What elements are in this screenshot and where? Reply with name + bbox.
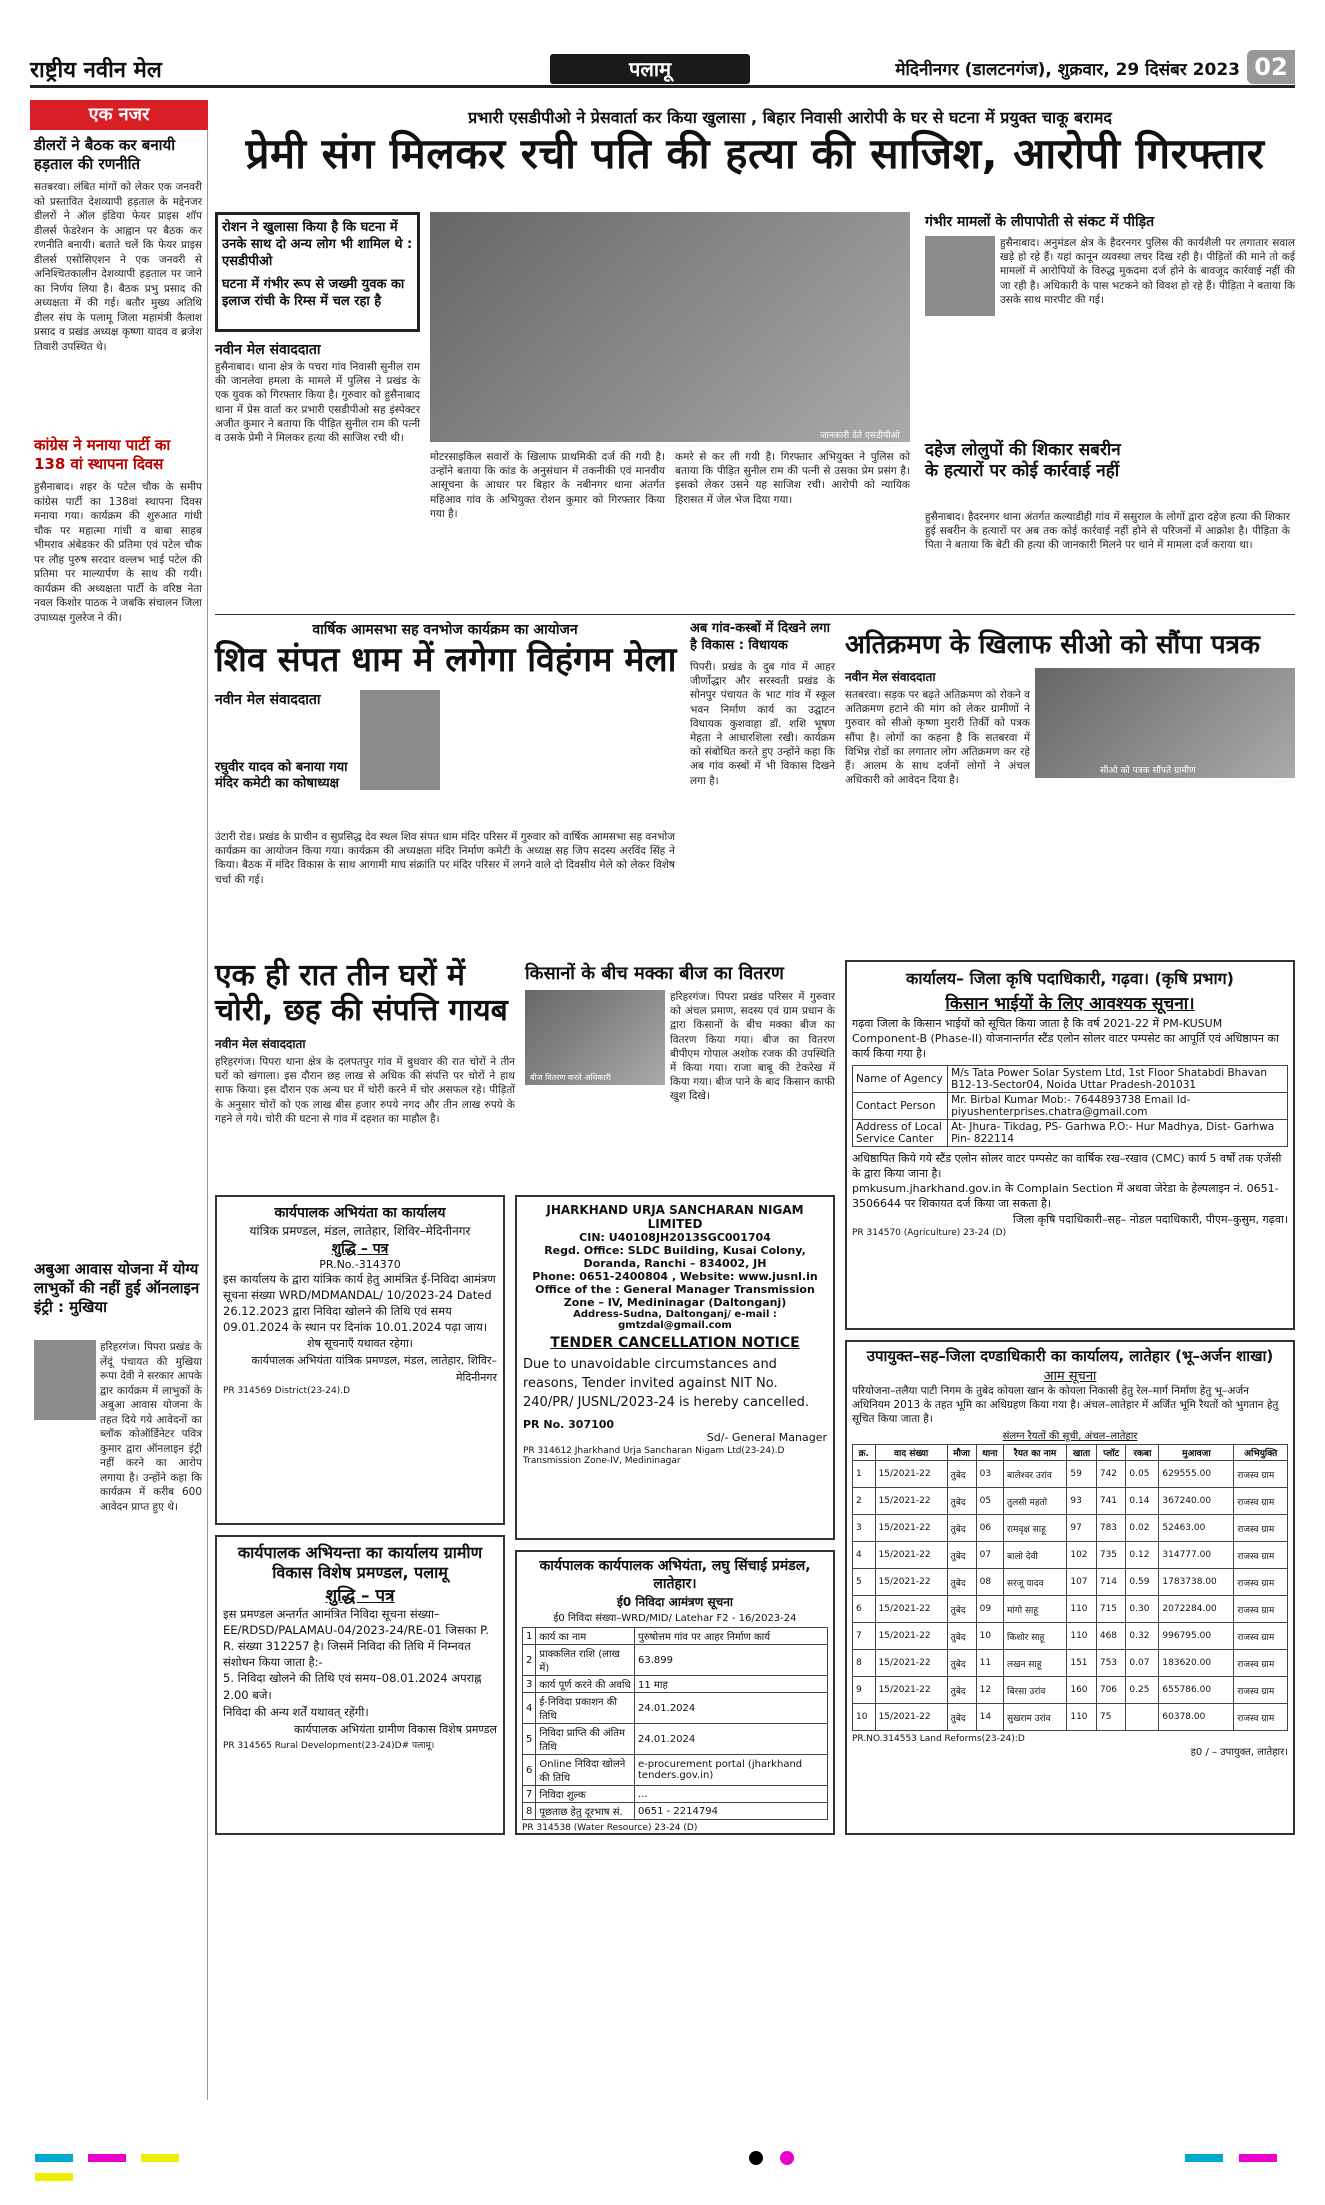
table-cell: 0.14: [1126, 1488, 1159, 1515]
table-cell: ई-निविदा प्रकाशन की तिथि: [536, 1693, 635, 1724]
table-cell: राजस्व ग्राम: [1234, 1569, 1288, 1596]
print-color-bar: [30, 2150, 1295, 2164]
table-cell: 15/2021-22: [875, 1677, 947, 1704]
agri-footer: PR 314570 (Agriculture) 23-24 (D): [852, 1228, 1007, 1238]
table-cell: 08: [976, 1569, 1003, 1596]
table-cell: राजस्व ग्राम: [1234, 1650, 1288, 1677]
table-cell: तुबेद: [947, 1623, 976, 1650]
table-cell: 03: [976, 1461, 1003, 1488]
table-cell: 102: [1067, 1542, 1097, 1569]
exec1-title: कार्यपालक अभियंता का कार्यालय: [274, 1205, 446, 1221]
table-header: अभियुक्ति: [1234, 1445, 1288, 1461]
table-cell: 715: [1096, 1596, 1126, 1623]
lead-highlight-1: रोशन ने खुलासा किया है कि घटना में उनके साथ दो अन्य लोग भी शामिल थे : एसडीपीओ: [222, 220, 413, 269]
exec1-rest: शेष सूचनाएँ यथावत रहेगा।: [307, 1337, 413, 1350]
table-cell: तुबेद: [947, 1596, 976, 1623]
maize-body: हरिहरगंज। पिपरा प्रखंड परिसर में गुरुवार को अंचल प्रमाण, सदस्य एवं ग्राम प्रधान के द्वारा किसानों के बीच मक्का बीज का वितरण किया गया। बीज का वितरण बीपीएम गोपाल अशोक रजक की उपस्थिति में किया गया। राजा बाबू की टेकरेख में किया गया। बीज पाने के बाद किसान काफी खुश दिखे।: [670, 991, 835, 1103]
table-cell: 7: [523, 1786, 536, 1803]
agri-contact-label: Contact Person: [853, 1093, 948, 1120]
table-cell: राजस्व ग्राम: [1234, 1515, 1288, 1542]
lead-highlight-box: [215, 212, 420, 332]
table-row: [853, 1542, 1288, 1569]
table-header: प्लॉट: [1096, 1445, 1126, 1461]
lead-kicker: प्रभारी एसडीपीओ ने प्रेसवार्ता कर किया खुलासा , बिहार निवासी आरोपी के घर से घटना में प्रयुक्त चाकू बरामद: [468, 108, 1112, 127]
ek-nazar-label: एक नजर: [30, 100, 208, 130]
table-row: [523, 1628, 828, 1645]
table-cell: 0651 - 2214794: [635, 1803, 828, 1820]
table-row: [523, 1724, 828, 1755]
exec1-footer: PR 314569 District(23-24).D: [223, 1386, 351, 1396]
table-cell: 714: [1096, 1569, 1126, 1596]
table-cell: तुबेद: [947, 1704, 976, 1731]
table-cell: कार्य का नाम: [536, 1628, 635, 1645]
theft-body: हरिहरगंज। पिपरा थाना क्षेत्र के दलपतपुर गांव में बुधवार की रात चोरों ने तीन घरों को खंगाला। इस दौरान छह लाख से अधिक की संपत्ति पर चोरों ने हाथ साफ किया। इस दौरान एक अन्य घर में चोरी करने में चोर असफल रहे। पीड़ितों के अनुसार चोरों को एक लाख बीस हजार रुपये नगद और तीन लाख रुपये के गहने ले गये। चोरी की घटना से गांव में दहशत का माहौल है।: [215, 1056, 515, 1125]
table-cell: 09: [976, 1596, 1003, 1623]
table-cell: 3: [853, 1515, 876, 1542]
table-cell: 5: [853, 1569, 876, 1596]
table-cell: 60378.00: [1159, 1704, 1234, 1731]
jusnl-notice-head: TENDER CANCELLATION NOTICE: [550, 1335, 800, 1351]
mukhiya-photo: [34, 1340, 96, 1420]
left-story-3-body: हरिहरगंज। पिपरा प्रखंड के लेंदूं पंचायत की मुखिया रूपा देवी ने सरकार आपके द्वार कार्यक्रम में लाभुकों के अबुआ आवास योजना के तहत दिये गये आवेदनों का ब्लॉक कोऑर्डिनेटर पवित्र कुमार द्वारा ऑनलाइन इंट्री नहीं करने का आरोप लगाया है। उन्होंने कहा कि कार्यक्रम में करीब 600 आवेदन प्राप्त हुए थे।: [100, 1341, 202, 1513]
table-cell: तुबेद: [947, 1569, 976, 1596]
shiv-kicker: वार्षिक आमसभा सह वनभोज कार्यक्रम का आयोजन: [312, 622, 578, 638]
table-cell: 2: [853, 1488, 876, 1515]
table-cell: 0.02: [1126, 1515, 1159, 1542]
table-cell: 735: [1096, 1542, 1126, 1569]
encroach-photo-caption: सीओ को पत्रक सौंपते ग्रामीण: [1100, 766, 1196, 776]
agri-address-label: Address of Local Service Canter: [853, 1120, 948, 1147]
table-cell: 655786.00: [1159, 1677, 1234, 1704]
jusnl-title: JHARKHAND URJA SANCHARAN NIGAM LIMITED: [546, 1203, 804, 1231]
table-cell: 183620.00: [1159, 1650, 1234, 1677]
left-story-1-headline: डीलरों ने बैठक कर बनायी हड़ताल की रणनीति: [34, 136, 176, 173]
table-cell: राजस्व ग्राम: [1234, 1488, 1288, 1515]
dc-table: [852, 1444, 1288, 1731]
page-number: 02: [1247, 50, 1295, 84]
table-row: [853, 1569, 1288, 1596]
table-cell: 0.25: [1126, 1677, 1159, 1704]
dc-table-title: संलग्न रैयतों की सूची, अंचल–लातेहार: [1002, 1431, 1138, 1442]
lead-photo: [430, 212, 910, 442]
lead-body-2: मोटरसाइकिल सवारों के खिलाफ प्राथमिकी दर्ज की गयी है। उन्होंने बताया कि कांड के अनुसंधान में तकनीकी एवं मानवीय आसूचना के आधार पर बिहार के नबीनगर थाना अंतर्गत महिआव गांव के अभियुक्त रोशन कुमार को गिरफ्तार किया गया है।: [430, 451, 665, 520]
table-cell: 2072284.00: [1159, 1596, 1234, 1623]
table-cell: 10: [853, 1704, 876, 1731]
table-cell: 742: [1096, 1461, 1126, 1488]
table-cell: किशोर साहू: [1003, 1623, 1066, 1650]
jusnl-footer: PR 314612 Jharkhand Urja Sancharan Nigam Ltd(23-24).D Transmission Zone-IV, Medininagar: [523, 1446, 785, 1466]
masthead: [30, 50, 1295, 88]
table-cell: 52463.00: [1159, 1515, 1234, 1542]
table-cell: 0.30: [1126, 1596, 1159, 1623]
table-cell: [1126, 1704, 1159, 1731]
lead-body-3: कमरे से कर ली गयी है। गिरफ्तार अभियुक्त ने पुलिस को बताया कि पीड़ित सुनील राम की पत्नी से उसका प्रेम प्रसंग है। इसको लेकर उसने यह साजिश रची। आरोपी को न्यायिक हिरासत में जेल भेज दिया गया।: [675, 451, 910, 506]
table-header: थाना: [976, 1445, 1003, 1461]
table-cell: 15/2021-22: [875, 1623, 947, 1650]
table-cell: 4: [523, 1693, 536, 1724]
table-cell: 05: [976, 1488, 1003, 1515]
table-cell: 1: [523, 1628, 536, 1645]
table-header: रैयत का नाम: [1003, 1445, 1066, 1461]
table-cell: राजस्व ग्राम: [1234, 1542, 1288, 1569]
agri-sign: जिला कृषि पदाधिकारी–सह– नोडल पदाधिकारी, पीएम–कुसुम, गढ़वा।: [1012, 1213, 1288, 1226]
divider-1: [215, 614, 1295, 615]
table-cell: 8: [523, 1803, 536, 1820]
table-row: [853, 1596, 1288, 1623]
table-cell: 15/2021-22: [875, 1542, 947, 1569]
table-row: [853, 1677, 1288, 1704]
table-cell: 24.01.2024: [635, 1693, 828, 1724]
table-cell: 110: [1067, 1596, 1097, 1623]
agri-address: At- Jhura- Tikdag, PS- Garhwa P.O:- Hur Madhya, Dist- Garhwa Pin- 822114: [948, 1120, 1288, 1147]
table-cell: तुबेद: [947, 1488, 976, 1515]
table-cell: 6: [853, 1596, 876, 1623]
table-cell: 63.899: [635, 1645, 828, 1676]
minor-title: कार्यपालक कार्यपालक अभियंता, लघु सिंचाई प्रमंडल, लातेहार।: [539, 1558, 811, 1592]
table-row: [523, 1786, 828, 1803]
table-cell: 160: [1067, 1677, 1097, 1704]
table-row: [523, 1803, 828, 1820]
table-cell: तुलसी महतो: [1003, 1488, 1066, 1515]
rural-notice: [215, 1535, 505, 1835]
left-story-1-body: सतबरवा। लंबित मांगों को लेकर एक जनवरी को प्रस्तावित देशव्यापी हड़ताल के मद्देनजर डीलरों ने ऑल इंडिया फेयर प्राइस शॉप डीलर्स फेडरेशन के आह्वान पर बैठक कर रणनीति बनायी। बताते चलें कि फेयर प्राइस डीलर्स एसोसिएशन ने एक जनवरी से अनिश्चितकालीन देशव्यापी हड़ताल पर जाने का निर्णय लिया है। बैठक प्रभु प्रसाद की अध्यक्षता में की गई। बतौर मुख्य अतिथि डीलर संघ के पलामू जिला महामंत्री कैलाश प्रसाद व प्रखंड अध्यक्ष कृष्णा यादव व ब्रजेश तिवारी उपस्थित थे।: [34, 181, 202, 353]
table-cell: 11 माह: [635, 1676, 828, 1693]
table-cell: 367240.00: [1159, 1488, 1234, 1515]
rural-label: शुद्धि – पत्र: [325, 1586, 395, 1606]
encroach-photo: [1035, 668, 1295, 778]
jusnl-office: Regd. Office: SLDC Building, Kusai Colony, Doranda, Ranchi – 834002, JH: [544, 1244, 806, 1270]
shiv-body: उंटारी रोड। प्रखंड के प्राचीन व सुप्रसिद्ध देव स्थल शिव संपत धाम मंदिर परिसर में गुरुवार को वार्षिक आमसभा सह वनभोज कार्यक्रम का आयोजन किया गया। कार्यक्रम की अध्यक्षता मंदिर निर्माण कमेटी के अध्यक्ष सह जिप सदस्य अरविंद सिंह ने किया। बैठक में मंदिर विकास के साथ आगामी माघ संक्रांति पर मंदिर परिसर में लगने वाले दो दिवसीय मेले को लेकर विशेष चर्चा की गई।: [215, 831, 675, 886]
table-cell: 15/2021-22: [875, 1569, 947, 1596]
table-cell: 0.05: [1126, 1461, 1159, 1488]
minor-footer: PR 314538 (Water Resource) 23-24 (D): [522, 1823, 698, 1833]
table-cell: बालो देवी: [1003, 1542, 1066, 1569]
table-cell: 0.07: [1126, 1650, 1159, 1677]
table-header: मौजा: [947, 1445, 976, 1461]
table-cell: निविदा शुल्क: [536, 1786, 635, 1803]
jusnl-prno: PR No. 307100: [523, 1418, 615, 1431]
table-cell: राजस्व ग्राम: [1234, 1623, 1288, 1650]
side-photo: [925, 236, 995, 316]
table-cell: पुरुषोत्तम गांव पर आहर निर्माण कार्य: [635, 1628, 828, 1645]
side-sub-headline: दहेज लोलुपों की शिकार सबरीन के हत्यारों पर कोई कार्रवाई नहीं: [925, 440, 1121, 481]
table-cell: 753: [1096, 1650, 1126, 1677]
agri-portal: pmkusum.jharkhand.gov.in के Complain Section में अथवा जेरेडा के हेल्पलाइन नं. 0651-3506644 पर शिकायत दर्ज किया जा सकता है।: [852, 1182, 1279, 1210]
rural-title: कार्यपालक अभियन्ता का कार्यालय ग्रामीण विकास विशेष प्रमण्डल, पलामू: [237, 1543, 483, 1582]
table-cell: Online निविदा खोलने की तिथि: [536, 1755, 635, 1786]
table-cell: 1: [853, 1461, 876, 1488]
dc-notice: [845, 1340, 1295, 1835]
table-cell: 4: [853, 1542, 876, 1569]
jusnl-notice-body: Due to unavoidable circumstances and reasons, Tender invited against NIT No. 240/PR/ JUSNL/2023-24 is hereby cancelled.: [523, 1357, 809, 1410]
table-cell: 24.01.2024: [635, 1724, 828, 1755]
rural-footer: PR 314565 Rural Development(23-24)D# पलामू।: [223, 1741, 435, 1751]
lead-photo-caption: जानकारी देते एसडीपीओ: [820, 431, 900, 441]
table-cell: राजस्व ग्राम: [1234, 1704, 1288, 1731]
table-cell: 1783738.00: [1159, 1569, 1234, 1596]
minor-table: [522, 1627, 828, 1820]
side-kicker: गंभीर मामलों के लीपापोती से संकट में पीड़ित: [925, 214, 1155, 230]
rural-sign: कार्यपालक अभियंता ग्रामीण विकास विशेष प्रमण्डल: [294, 1723, 497, 1736]
table-cell: 151: [1067, 1650, 1097, 1677]
table-header: खाता: [1067, 1445, 1097, 1461]
table-cell: 15/2021-22: [875, 1515, 947, 1542]
magenta-bar: [88, 2154, 126, 2162]
table-cell: राजस्व ग्राम: [1234, 1596, 1288, 1623]
left-story-2-body: हुसैनाबाद। शहर के पटेल चौक के समीप कांग्रेस पार्टी का 138वां स्थापना दिवस मनाया गया। कार्यक्रम की शुरुआत गांधी चौक पर महात्मा गांधी व बाबा साहब भीमराव अंबेडकर की प्रतिमा एवं पटेल चौक पर लौह पुरुष सरदार वल्लभ भाई पटेल की प्रतिमा पर माल्यार्पण के साथ की गयी। कार्यक्रम की अध्यक्षता पार्टी के वरिष्ठ नेता नवल किशोर पाठक ने जबकि संचालन जिला उपाध्यक्ष गुलरेज ने की।: [34, 481, 202, 624]
table-cell: 110: [1067, 1704, 1097, 1731]
minor-notice: [515, 1550, 835, 1835]
left-story-3-headline: अबुआ आवास योजना में योग्य लाभुकों की नहीं हुई ऑनलाइन इंट्री : मुखिया: [34, 1260, 200, 1316]
left-column: [30, 100, 208, 2100]
table-cell: 07: [976, 1542, 1003, 1569]
village-body: पिपरी। प्रखंड के दुब गांव में आहर जीर्णोद्धार और सरस्वती प्रखंड के सोनपुर पंचायत के भाट गांव में स्कूल भवन निर्माण कार्य का उद्घाटन विधायक कुशवाहा डॉ. शशि भूषण मेहता ने आधारशिला रखी। कार्यक्रम को संबोधित करते हुए उन्होंने कहा कि अब गांव कस्बों में भी विकास दिखने लगा है।: [690, 661, 835, 787]
table-cell: 314777.00: [1159, 1542, 1234, 1569]
maize-photo: [525, 990, 665, 1085]
table-row: [853, 1488, 1288, 1515]
rural-item: 5. निविदा खोलने की तिथि एवं समय–08.01.2024 अपराह्न 2.00 बजे।: [223, 1671, 482, 1702]
jusnl-address: Address-Sudna, Daltonganj/ e-mail : gmtzdal@gmail.com: [573, 1309, 777, 1331]
table-header: वाद संख्या: [875, 1445, 947, 1461]
table-cell: 0.32: [1126, 1623, 1159, 1650]
table-row: [523, 1755, 828, 1786]
table-cell: 97: [1067, 1515, 1097, 1542]
table-header: क्र.: [853, 1445, 876, 1461]
left-story-2-headline: कांग्रेस ने मनाया पार्टी का 138 वां स्थापना दिवस: [34, 436, 171, 473]
table-cell: रामवृक्ष साहू: [1003, 1515, 1066, 1542]
table-cell: 3: [523, 1676, 536, 1693]
table-cell: तुबेद: [947, 1677, 976, 1704]
table-cell: 15/2021-22: [875, 1596, 947, 1623]
shiv-photo: [360, 690, 440, 790]
table-row: [853, 1515, 1288, 1542]
encroach-byline: नवीन मेल संवाददाता: [845, 670, 936, 684]
table-cell: 93: [1067, 1488, 1097, 1515]
table-cell: 59: [1067, 1461, 1097, 1488]
table-cell: 110: [1067, 1623, 1097, 1650]
jusnl-sign: Sd/- General Manager: [706, 1431, 827, 1444]
agri-body: गढ़वा जिला के किसान भाईयों को सूचित किया जाता है कि वर्ष 2021-22 में PM-KUSUM Component-B (Phase-II) योजनान्तर्गत स्टैंड एलोन सोलर वाटर पम्पसेट का आपूर्ति एवं अधिष्ठापन का कार्य किया गया है।: [852, 1017, 1279, 1060]
table-cell: 10: [976, 1623, 1003, 1650]
agri-agency-label: Name of Agency: [853, 1066, 948, 1093]
table-cell: 6: [523, 1755, 536, 1786]
table-cell: 2: [523, 1645, 536, 1676]
maize-photo-caption: बीज वितरण करते अधिकारी: [530, 1073, 611, 1082]
table-cell: 5: [523, 1724, 536, 1755]
table-cell: 629555.00: [1159, 1461, 1234, 1488]
maize-headline: किसानों के बीच मक्का बीज का वितरण: [525, 963, 784, 984]
table-cell: निविदा प्राप्ति की अंतिम तिथि: [536, 1724, 635, 1755]
jusnl-gm: Office of the : General Manager Transmission Zone – IV, Medininagar (Daltonganj): [535, 1283, 815, 1309]
exec1-sign: कार्यपालक अभियंता यांत्रिक प्रमण्डल, मंडल, लातेहार, शिविर–मेदिनीनगर: [251, 1354, 497, 1384]
agri-title: कार्यालय– जिला कृषि पदाधिकारी, गढ़वा। (कृषि प्रभाग): [906, 969, 1234, 988]
agri-table: [852, 1065, 1288, 1147]
table-cell: 75: [1096, 1704, 1126, 1731]
table-cell: 0.12: [1126, 1542, 1159, 1569]
table-row: [523, 1676, 828, 1693]
table-cell: 15/2021-22: [875, 1488, 947, 1515]
table-row: [853, 1461, 1288, 1488]
table-cell: 15/2021-22: [875, 1650, 947, 1677]
table-cell: तुबेद: [947, 1461, 976, 1488]
exec1-notice: [215, 1195, 505, 1525]
table-cell: पूछताछ हेतु दूरभाष सं.: [536, 1803, 635, 1820]
shiv-byline: नवीन मेल संवाददाता: [215, 692, 321, 708]
lead-highlight-2: घटना में गंभीर रूप से जख्मी युवक का इलाज रांची के रिम्स में चल रहा है: [222, 277, 405, 309]
table-cell: तुबेद: [947, 1515, 976, 1542]
table-cell: ...: [635, 1786, 828, 1803]
encroach-headline: अतिक्रमण के खिलाफ सीओ को सौंपा पत्रक: [845, 630, 1260, 660]
jusnl-notice: [515, 1195, 835, 1540]
table-row: [523, 1645, 828, 1676]
agri-label: किसान भाईयों के लिए आवश्यक सूचना।: [945, 994, 1195, 1014]
lead-byline: नवीन मेल संवाददाता: [215, 342, 321, 358]
table-cell: 9: [853, 1677, 876, 1704]
exec1-prno: PR.No.-314370: [319, 1258, 401, 1271]
agri-notice: [845, 960, 1295, 1330]
agri-contact: Mr. Birbal Kumar Mob:- 7644893738 Email Id- piyushenterprises.chatra@gmail.com: [948, 1093, 1288, 1120]
table-cell: 15/2021-22: [875, 1461, 947, 1488]
table-cell: प्राक्कलित राशि (लाख में): [536, 1645, 635, 1676]
table-cell: कार्य पूर्ण करने की अवधि: [536, 1676, 635, 1693]
agri-note: अधिष्ठापित किये गये स्टैंड एलोन सोलर वाटर पम्पसेट का वार्षिक रख–रखाव (CMC) कार्य 5 वर्षों तक एजेंसी के द्वारा किया जाना है।: [852, 1152, 1282, 1180]
table-cell: राजस्व ग्राम: [1234, 1461, 1288, 1488]
table-cell: लखन साहू: [1003, 1650, 1066, 1677]
agri-agency: M/s Tata Power Solar System Ltd, 1st Floor Shatabdi Bhavan B12-13-Sector04, Noida Uttar Pradesh-201031: [948, 1066, 1288, 1093]
table-cell: 14: [976, 1704, 1003, 1731]
exec1-body: इस कार्यालय के द्वारा यांत्रिक कार्य हेतु आमंत्रित ई-निविदा आमंत्रण सूचना संख्या WRD/MDMANDAL/ 10/2023-24 Dated 26.12.2023 द्वारा निविदा खोलने की तिथि एवं समय 09.01.2024 के स्थान पर दिनांक 10.01.2024 पढ़ा जाय।: [223, 1272, 496, 1334]
table-cell: 468: [1096, 1623, 1126, 1650]
dc-title: उपायुक्त–सह–जिला दण्डाधिकारी का कार्यालय, लातेहार (भू–अर्जन शाखा): [866, 1347, 1274, 1365]
table-cell: 7: [853, 1623, 876, 1650]
minor-sub: ई0 निविदा आमंत्रण सूचना: [616, 1595, 734, 1609]
dc-sign: ह0 / – उपायुक्त, लातेहार।: [1190, 1747, 1288, 1758]
table-header: रकबा: [1126, 1445, 1159, 1461]
side-body: हुसैनाबाद। अनुमंडल क्षेत्र के हैदरनगर पुलिस की कार्यशैली पर लगातार सवाल खड़े हो रहे हैं। यहां कानून व्यवस्था लचर दिख रही है। पीड़ितों की माने तो कई मामलों में आरोपियों के विरुद्ध मुकदमा दर्ज होने के बावजूद कार्रवाई नहीं की जा रही है। अधिकारी के पास भटकने को विवश हो रहे हैं। पीड़िता ने बताया कि उसके साथ मारपीट की गई।: [1000, 237, 1295, 306]
table-row: [523, 1693, 828, 1724]
jusnl-cin: CIN: U40108JH2013SGC001704: [579, 1231, 771, 1244]
shiv-sub-headline: रघुवीर यादव को बनाया गया मंदिर कमेटी का कोषाध्यक्ष: [215, 760, 348, 791]
table-cell: 12: [976, 1677, 1003, 1704]
cyan-bar: [35, 2154, 73, 2162]
table-header-row: [853, 1445, 1288, 1461]
table-cell: 15/2021-22: [875, 1704, 947, 1731]
table-cell: 06: [976, 1515, 1003, 1542]
table-header: मुआवजा: [1159, 1445, 1234, 1461]
table-cell: 107: [1067, 1569, 1097, 1596]
side-sub-body: हुसैनाबाद। हैदरनगर थाना अंतर्गत कल्याडीही गांव में ससुराल के लोगों द्वारा दहेज हत्या की शिकार हुई सबरीन के हत्यारों पर अब तक कोई कार्रवाई नहीं होने से परिजनों में आक्रोश है। पीड़िता के पिता ने बताया कि बेटी की हत्या की जानकारी मिलने पर थाने में मामला दर्ज कराया था।: [925, 511, 1290, 552]
minor-ref: ई0 निविदा संख्या–WRD/MID/ Latehar F2 - 16/2023-24: [553, 1613, 797, 1624]
section-name: पलामू: [550, 54, 750, 84]
theft-byline: नवीन मेल संवाददाता: [215, 1037, 306, 1051]
exec1-sub: यांत्रिक प्रमण्डल, मंडल, लातेहार, शिविर–मेदिनीनगर: [249, 1224, 471, 1238]
table-row: [853, 1650, 1288, 1677]
table-cell: 8: [853, 1650, 876, 1677]
table-cell: बालेश्वर उरांव: [1003, 1461, 1066, 1488]
black-dot: [749, 2151, 763, 2165]
shiv-headline: शिव संपत धाम में लगेगा विहंगम मेला: [215, 640, 677, 680]
lead-headline: प्रेमी संग मिलकर रची पति की हत्या की साजिश, आरोपी गिरफ्तार: [245, 129, 1265, 178]
yellow-bar: [141, 2154, 179, 2162]
table-row: [853, 1623, 1288, 1650]
brand-logo: राष्ट्रीय नवीन मेल: [30, 58, 162, 83]
table-cell: 11: [976, 1650, 1003, 1677]
table-cell: राजस्व ग्राम: [1234, 1677, 1288, 1704]
table-cell: सरजू यादव: [1003, 1569, 1066, 1596]
table-cell: 706: [1096, 1677, 1126, 1704]
magenta-bar-2: [1239, 2154, 1277, 2162]
dc-body: परियोजना–तलैया पाटी निगम के तुबेद कोयला खान के कोयला निकासी हेतु रेल–मार्ग निर्माण हेतु भू–अर्जन अधिनियम 2013 के तहत भूमि का अधिग्रहण किया गया है। अंचल–लातेहार में अर्जित भूमि रैयतों को भुगतान हेतु सूचित किया जाता है।: [852, 1385, 1279, 1425]
table-cell: 783: [1096, 1515, 1126, 1542]
magenta-dot: [780, 2151, 794, 2165]
table-cell: 0.59: [1126, 1569, 1159, 1596]
exec1-label: शुद्धि – पत्र: [331, 1241, 389, 1257]
cyan-bar-2: [1185, 2154, 1223, 2162]
table-cell: सुखराम उरांव: [1003, 1704, 1066, 1731]
rural-body: इस प्रमण्डल अन्तर्गत आमंत्रित निविदा सूचना संख्या–EE/RDSD/PALAMAU-04/2023-24/RE-01 जिसका P. R. संख्या 312257 है। जिसमें निविदा की तिथि में निम्नवत संशोधन किया जाता है:-: [223, 1607, 489, 1669]
table-cell: तुबेद: [947, 1650, 976, 1677]
village-kicker: अब गांव-कस्बों में दिखने लगा है विकास : विधायक: [690, 621, 830, 653]
jusnl-phone: Phone: 0651-2400804 , Website: www.jusnl.in: [532, 1270, 818, 1283]
table-cell: 741: [1096, 1488, 1126, 1515]
table-cell: तुबेद: [947, 1542, 976, 1569]
lead-body-1: हुसैनाबाद। थाना क्षेत्र के पचरा गांव निवासी सुनील राम की जानलेवा हमला के मामले में पुलिस ने प्रखंड के एक युवक को गिरफ्तार किया है। गुरुवार को हुसैनाबाद थाना में प्रेस वार्ता कर प्रभारी एसडीपीओ सह इंस्पेक्टर अजीत कुमार ने बताया कि पीड़ित सुनील राम की पत्नी व उसके प्रेमी ने मिलकर हत्या की साजिश रची थी।: [215, 361, 420, 445]
yellow-bar-2: [35, 2173, 73, 2181]
dateline: मेदिनीनगर (डालटनगंज), शुक्रवार, 29 दिसंबर 2023: [895, 60, 1240, 80]
table-cell: मांगो साहू: [1003, 1596, 1066, 1623]
encroach-body: सतबरवा। सड़क पर बढ़ते अतिक्रमण को रोकने व अतिक्रमण हटाने की मांग को लेकर ग्रामीणों ने गुरुवार को सीओ कृष्णा मुरारी तिर्की को पत्रक सौंपा है। लोगों का कहना है कि सतबरवा में विभिन्न रोडों का लगातार लोग अतिक्रमण कर रहे हैं। आलम के साथ दर्जनों लोगों ने अंचल अधिकारी को आवेदन दिया है।: [845, 689, 1030, 787]
dc-label: आम सूचना: [1043, 1369, 1097, 1384]
table-cell: बिरसा उरांव: [1003, 1677, 1066, 1704]
table-cell: e-procurement portal (jharkhand tenders.gov.in): [635, 1755, 828, 1786]
dc-footer: PR.NO.314553 Land Reforms(23-24):D: [852, 1734, 1025, 1744]
rural-rest: निविदा की अन्य शर्तें यथावत् रहेंगी।: [223, 1705, 369, 1719]
table-cell: 996795.00: [1159, 1623, 1234, 1650]
theft-headline: एक ही रात तीन घरों में चोरी, छह की संपत्ति गायब: [215, 958, 508, 1028]
table-row: [853, 1704, 1288, 1731]
